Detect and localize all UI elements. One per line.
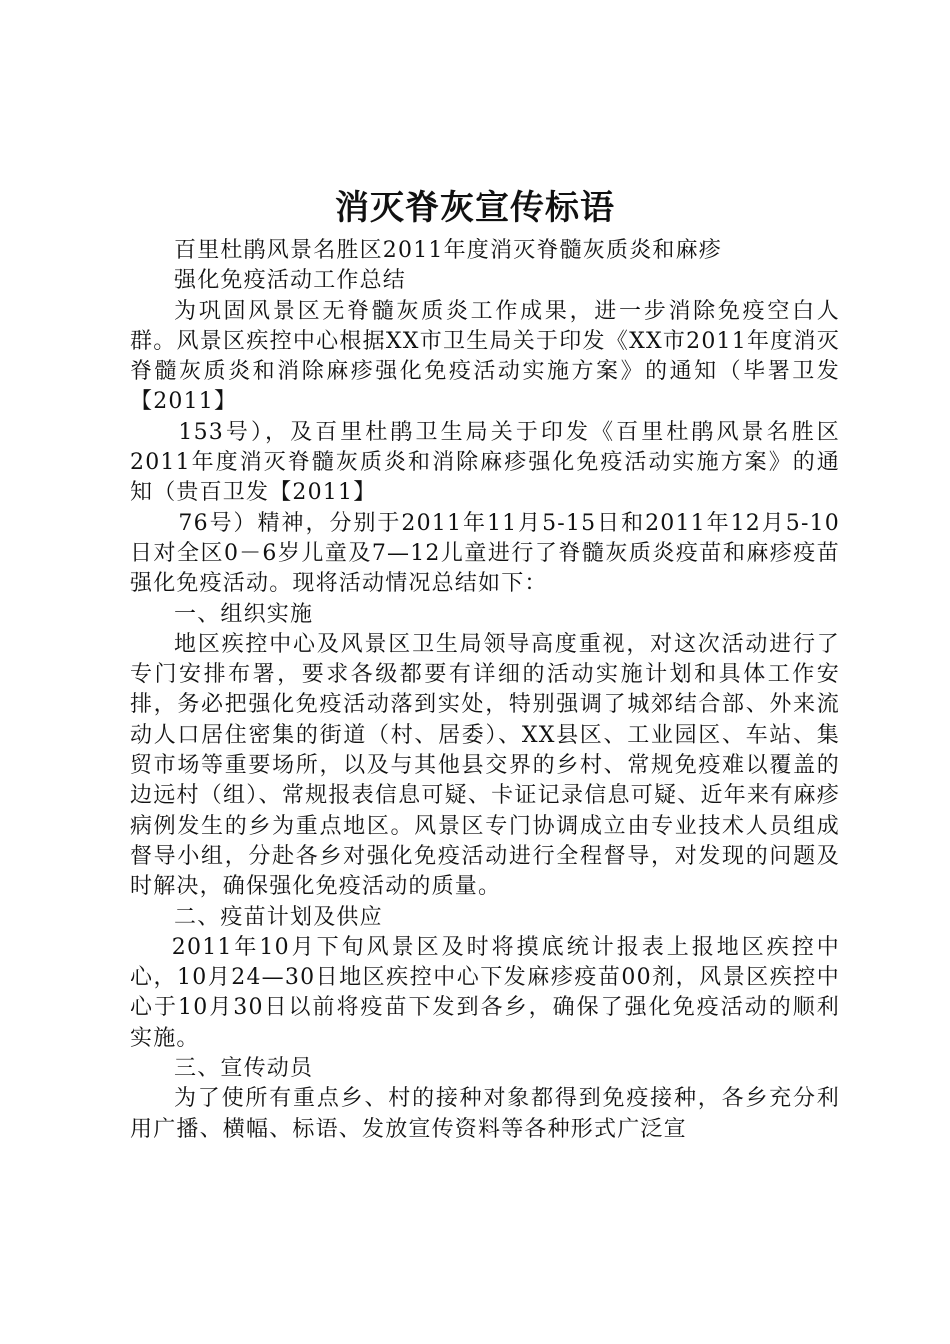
paragraph-vaccine-supply: 2011年10月下旬风景区及时将摸底统计报表上报地区疾控中心，10月24—30日地区疾控中心下发麻疹疫苗00剂，风景区疾控中心于10月30日以前将疫苗下发到各乡，确保了强化免疫活动的顺利实施。 xyxy=(130,934,840,1051)
paragraph-intro-summary: 76号）精神，分别于2011年11月5-15日和2011年12月5-10日对全区0－6岁儿童及7—12儿童进行了脊髓灰质炎疫苗和麻疹疫苗强化免疫活动。现将活动情况总结如下： xyxy=(130,510,840,597)
paragraph-intro-continued: 153号），及百里杜鹃卫生局关于印发《百里杜鹃风景名胜区2011年度消灭脊髓灰质炎和消除麻疹强化免疫活动实施方案》的通知（贵百卫发【2011】 xyxy=(130,419,840,506)
paragraph-subtitle-line1: 百里杜鹃风景名胜区2011年度消灭脊髓灰质炎和麻疹 xyxy=(174,238,722,263)
section-heading-vaccine-supply: 二、疫苗计划及供应 xyxy=(174,904,383,930)
paragraph-publicity: 为了使所有重点乡、村的接种对象都得到免疫接种，各乡充分利用广播、横幅、标语、发放宣传资料等各种形式广泛宣 xyxy=(130,1086,840,1142)
paragraph-intro: 为巩固风景区无脊髓灰质炎工作成果，进一步消除免疫空白人群。风景区疾控中心根据XX市卫生局关于印发《XX市2011年度消灭脊髓灰质炎和消除麻疹强化免疫活动实施方案》的通知（毕署卫发【2011】 xyxy=(130,298,840,415)
paragraph-organization: 地区疾控中心及风景区卫生局领导高度重视，对这次活动进行了专门安排布署，要求各级都要有详细的活动实施计划和具体工作安排，务必把强化免疫活动落到实处，特别强调了城郊结合部、外来流动人口居住密集的街道（村、居委）、XX县区、工业园区、车站、集贸市场等重要场所，以及与其他县交界的乡村、常规免疫难以覆盖的边远村（组）、常规报表信息可疑、卡证记录信息可疑、近年来有麻疹病例发生的乡为重点地区。风景区专门协调成立由专业技术人员组成督导小组，分赴各乡对强化免疫活动进行全程督导，对发现的问题及时解决，确保强化免疫活动的质量。 xyxy=(130,631,840,900)
section-heading-organization: 一、组织实施 xyxy=(174,601,314,627)
paragraph-subtitle-line2: 强化免疫活动工作总结 xyxy=(174,268,407,294)
document-body xyxy=(130,236,840,1145)
document-title: 消灭脊灰宣传标语 xyxy=(335,188,615,228)
section-heading-publicity: 三、宣传动员 xyxy=(174,1056,314,1082)
